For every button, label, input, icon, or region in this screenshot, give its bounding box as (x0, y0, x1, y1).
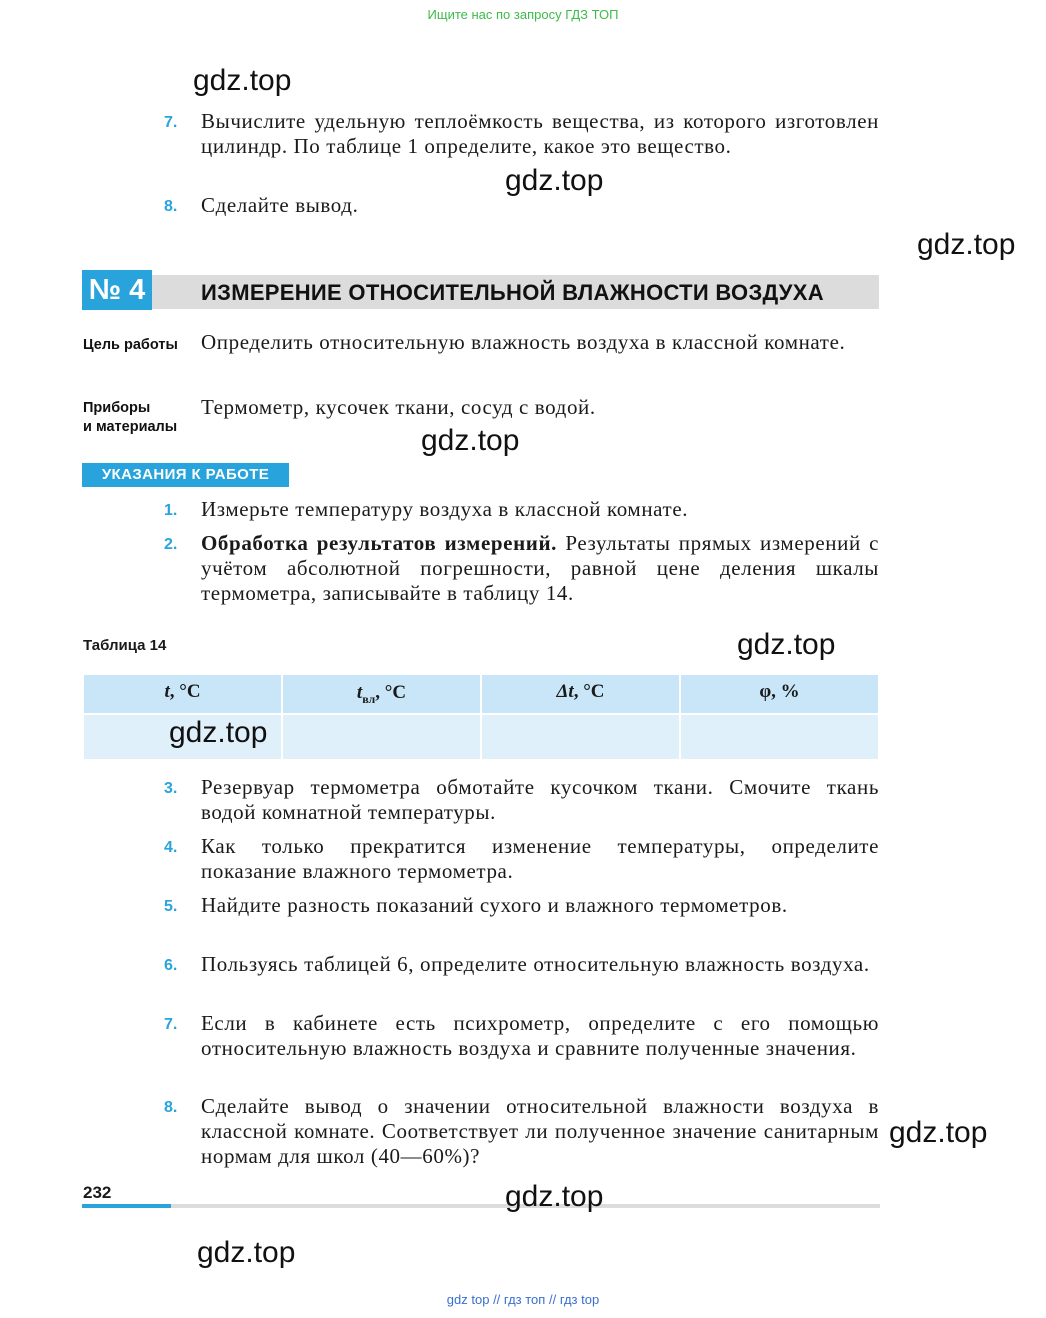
top-banner[interactable]: Ищите нас по запросу ГДЗ ТОП (427, 7, 619, 22)
step-text: Пользуясь таблицей 6, определите относительную влажность воздуха. (201, 952, 870, 976)
step-number: 5. (164, 898, 178, 915)
materials-label-line: и материалы (83, 419, 178, 435)
step-text (201, 531, 879, 606)
footer-accent (82, 1204, 171, 1208)
step-number: 1. (164, 502, 178, 519)
step-text: Резервуар термометра обмотайте кусочком ткани. Смочите ткань водой комнатной температуры. (201, 775, 879, 824)
footer-link[interactable]: гдз топ (503, 1292, 546, 1307)
footer-divider (82, 1204, 880, 1208)
table-header-cell: t, °C (83, 674, 282, 714)
footer-link[interactable]: гдз top (559, 1292, 600, 1307)
item-text: Вычислите удельную теплоёмкость вещества, из которого изготовлен цилиндр. По таблице 1 определите, какое это вещество. (201, 109, 879, 158)
watermark: gdz.top (917, 228, 1016, 261)
table-header-row (83, 674, 879, 714)
lab-title: ИЗМЕРЕНИЕ ОТНОСИТЕЛЬНОЙ ВЛАЖНОСТИ ВОЗДУХА (201, 280, 824, 305)
step-text: Сделайте вывод о значении относительной влажности воздуха в классной комнате. Соответствует ли полученное значение санитарным нормам для школ (40—60%)? (201, 1094, 879, 1168)
watermark: gdz.top (193, 64, 292, 97)
table-header-cell: Δt, °C (481, 674, 680, 714)
watermark: gdz.top (197, 1236, 296, 1269)
watermark: gdz.top (421, 424, 520, 457)
table-cell (680, 714, 879, 760)
watermark: gdz.top (505, 1180, 604, 1213)
step-text: Если в кабинете есть психрометр, определите с его помощью относительную влажность воздуха и сравните полученные значения. (201, 1011, 879, 1060)
goal-label: Цель работы (83, 337, 178, 353)
table-header-cell: φ, % (680, 674, 879, 714)
item-number: 8. (164, 198, 178, 215)
item-text: Сделайте вывод. (201, 193, 359, 217)
step-number: 6. (164, 957, 178, 974)
watermark: gdz.top (505, 164, 604, 197)
table-caption: Таблица 14 (83, 637, 167, 654)
page-number: 232 (83, 1183, 112, 1202)
step-text-rest: Результаты прямых измерений с учётом абсолютной погрешности, равной цене деления шкалы термометра, записывайте в таблицу 14. (201, 531, 879, 605)
table-cell (282, 714, 481, 760)
step-text: Как только прекратится изменение температуры, определите показание влажного термометра. (201, 834, 879, 883)
table-cell (481, 714, 680, 760)
step-bold-lead: Обработка результатов измерений. (201, 531, 558, 555)
section-tag: УКАЗАНИЯ К РАБОТЕ (82, 463, 289, 487)
watermark: gdz.top (737, 628, 836, 661)
materials-label-line: Приборы (83, 400, 151, 416)
step-number: 8. (164, 1099, 178, 1116)
table-header-cell: $t_{вл}$, °C (282, 674, 481, 714)
step-number: 7. (164, 1016, 178, 1033)
step-number: 2. (164, 536, 178, 553)
footer-link[interactable]: gdz top (446, 1292, 490, 1307)
step-text: Найдите разность показаний сухого и влажного термометров. (201, 893, 788, 917)
materials-text: Термометр, кусочек ткани, сосуд с водой. (201, 395, 596, 419)
step-text: Измерьте температуру воздуха в классной комнате. (201, 497, 689, 521)
goal-text: Определить относительную влажность воздуха в классной комнате. (201, 330, 846, 354)
watermark: gdz.top (169, 716, 268, 749)
footer-separator: // (548, 1292, 557, 1307)
item-number: 7. (164, 114, 178, 131)
footer-separator: // (493, 1292, 501, 1307)
materials-label (83, 399, 177, 437)
step-number: 4. (164, 839, 178, 856)
watermark: gdz.top (889, 1116, 988, 1149)
step-number: 3. (164, 780, 178, 797)
lab-number-badge: № 4 (82, 270, 152, 310)
footer-links (0, 1292, 1046, 1307)
